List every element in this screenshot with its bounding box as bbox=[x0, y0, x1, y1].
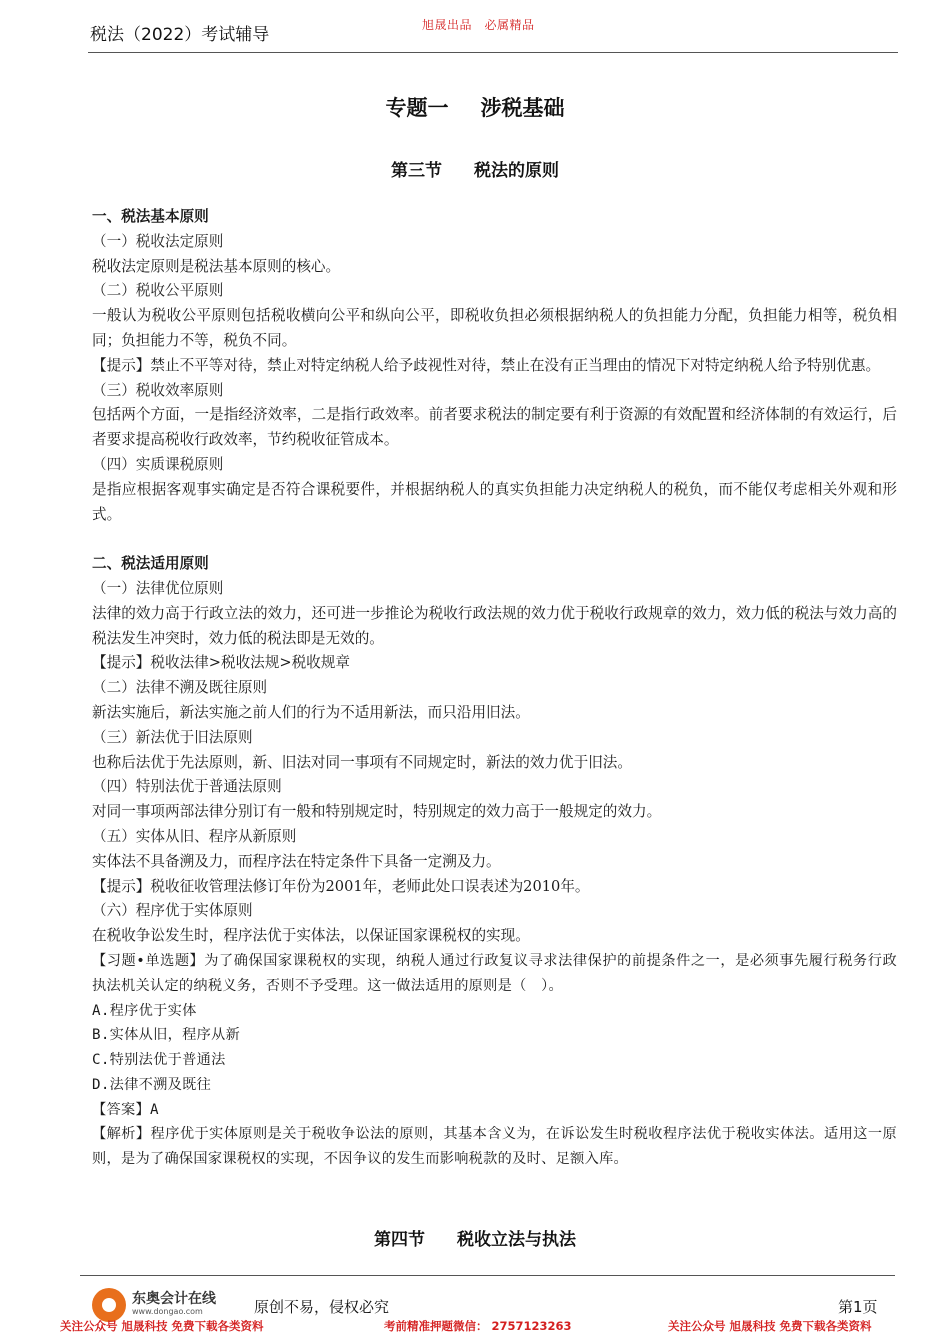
subheading: （二）税收公平原则 bbox=[92, 282, 224, 300]
paragraph: 也称后法优于先法原则，新、旧法对同一事项有不同规定时，新法的效力优于旧法。 bbox=[92, 753, 632, 771]
topic-name: 涉税基础 bbox=[480, 96, 565, 120]
topic-number: 专题一 bbox=[385, 96, 449, 120]
paragraph: 是指应根据客观事实确定是否符合课税要件，并根据纳税人的真实负担能力决定纳税人的税负，而不能仅考虑相关外观和形式。 bbox=[92, 480, 897, 523]
section-title-4 bbox=[0, 1225, 950, 1250]
paragraph: 一般认为税收公平原则包括税收横向公平和纵向公平，即税收负担必须根据纳税人的负担能力分配，负担能力相等，税负相同；负担能力不等，税负不同。 bbox=[92, 307, 897, 349]
exercise-option-c: C.特别法优于普通法 bbox=[92, 1052, 226, 1069]
section-number: 第三节 bbox=[391, 161, 442, 181]
copyright-slogan: 原创不易，侵权必究 bbox=[254, 1298, 390, 1316]
subheading: （三）税收效率原则 bbox=[92, 381, 224, 399]
topic-title bbox=[0, 92, 950, 122]
brand-tagline: 旭晟出品 必属精品 bbox=[422, 18, 535, 32]
logo-name: 东奥会计在线 bbox=[132, 1291, 216, 1307]
promo-right: 关注公众号 旭晟科技 免费下载各类资料 bbox=[668, 1319, 872, 1333]
dongao-logo bbox=[92, 1286, 242, 1322]
document-body bbox=[92, 205, 897, 1172]
paragraph: 税收法定原则是税法基本原则的核心。 bbox=[92, 257, 341, 275]
exercise-option-d: D.法律不溯及既往 bbox=[92, 1076, 212, 1093]
paragraph: 法律的效力高于行政立法的效力，还可进一步推论为税收行政法规的效力优于税收行政规章的效力，效力低的税法与效力高的税法发生冲突时，效力低的税法即是无效的。 bbox=[92, 604, 897, 647]
section-name: 税收立法与执法 bbox=[457, 1230, 576, 1250]
logo-mark-icon bbox=[92, 1288, 126, 1322]
tip-note: 【提示】禁止不平等对待，禁止对特定纳税人给予歧视性对待，禁止在没有正当理由的情况下对特定纳税人给予特别优惠。 bbox=[92, 356, 881, 374]
book-title: 税法（2022）考试辅导 bbox=[90, 25, 270, 45]
tip-note: 【提示】税收法律>税收法规>税收规章 bbox=[92, 654, 350, 672]
section-name: 税法的原则 bbox=[474, 161, 559, 181]
subheading: （一）法律优位原则 bbox=[92, 579, 224, 597]
page-header bbox=[88, 0, 898, 54]
subheading: （二）法律不溯及既往原则 bbox=[92, 679, 268, 697]
page-number: 第1页 bbox=[838, 1298, 878, 1316]
section-number: 第四节 bbox=[374, 1230, 425, 1250]
paragraph: 实体法不具备溯及力，而程序法在特定条件下具备一定溯及力。 bbox=[92, 852, 501, 870]
paragraph: 新法实施后，新法实施之前人们的行为不适用新法，而只沿用旧法。 bbox=[92, 703, 530, 721]
header-divider bbox=[88, 52, 898, 53]
subheading: （五）实体从旧、程序从新原则 bbox=[92, 827, 297, 845]
subheading: （四）特别法优于普通法原则 bbox=[92, 778, 282, 796]
exercise-question: 【习题•单选题】为了确保国家课税权的实现，纳税人通过行政复议寻求法律保护的前提条件之一，是必须事先履行税务行政执法机关认定的纳税义务，否则不予受理。这一做法适用的原则是（ ）。 bbox=[92, 952, 897, 994]
subheading: （六）程序优于实体原则 bbox=[92, 902, 253, 920]
exercise-option-a: A.程序优于实体 bbox=[92, 1002, 197, 1019]
exercise-option-b: B.实体从旧，程序从新 bbox=[92, 1027, 241, 1044]
spacer bbox=[92, 527, 897, 552]
logo-url: www.dongao.com bbox=[132, 1307, 203, 1316]
exercise-analysis: 【解析】程序优于实体原则是关于税收争讼法的原则，其基本含义为，在诉讼发生时税收程序法优于税收实体法。适用这一原则，是为了确保国家课税权的实现，不因争议的发生而影响税款的及时、足额入库。 bbox=[92, 1126, 897, 1168]
exercise-answer: 【答案】A bbox=[92, 1101, 159, 1118]
tip-note: 【提示】税收征收管理法修订年份为2001年，老师此处口误表述为2010年。 bbox=[92, 877, 590, 895]
promo-left: 关注公众号 旭晟科技 免费下载各类资料 bbox=[60, 1319, 264, 1333]
heading-application-principles: 二、税法适用原则 bbox=[92, 555, 209, 573]
subheading: （四）实质课税原则 bbox=[92, 455, 224, 473]
footer-divider bbox=[80, 1275, 895, 1276]
heading-basic-principles: 一、税法基本原则 bbox=[92, 208, 209, 225]
section-title-3 bbox=[0, 156, 950, 181]
subheading: （一）税收法定原则 bbox=[92, 232, 224, 250]
subheading: （三）新法优于旧法原则 bbox=[92, 728, 253, 746]
promo-middle: 考前精准押题微信： 2757123263 bbox=[384, 1319, 572, 1333]
paragraph: 对同一事项两部法律分别订有一般和特别规定时，特别规定的效力高于一般规定的效力。 bbox=[92, 803, 662, 821]
paragraph: 包括两个方面，一是指经济效率，二是指行政效率。前者要求税法的制定要有利于资源的有效配置和经济体制的有效运行，后者要求提高税收行政效率，节约税收征管成本。 bbox=[92, 406, 897, 449]
paragraph: 在税收争讼发生时，程序法优于实体法，以保证国家课税权的实现。 bbox=[92, 927, 530, 945]
